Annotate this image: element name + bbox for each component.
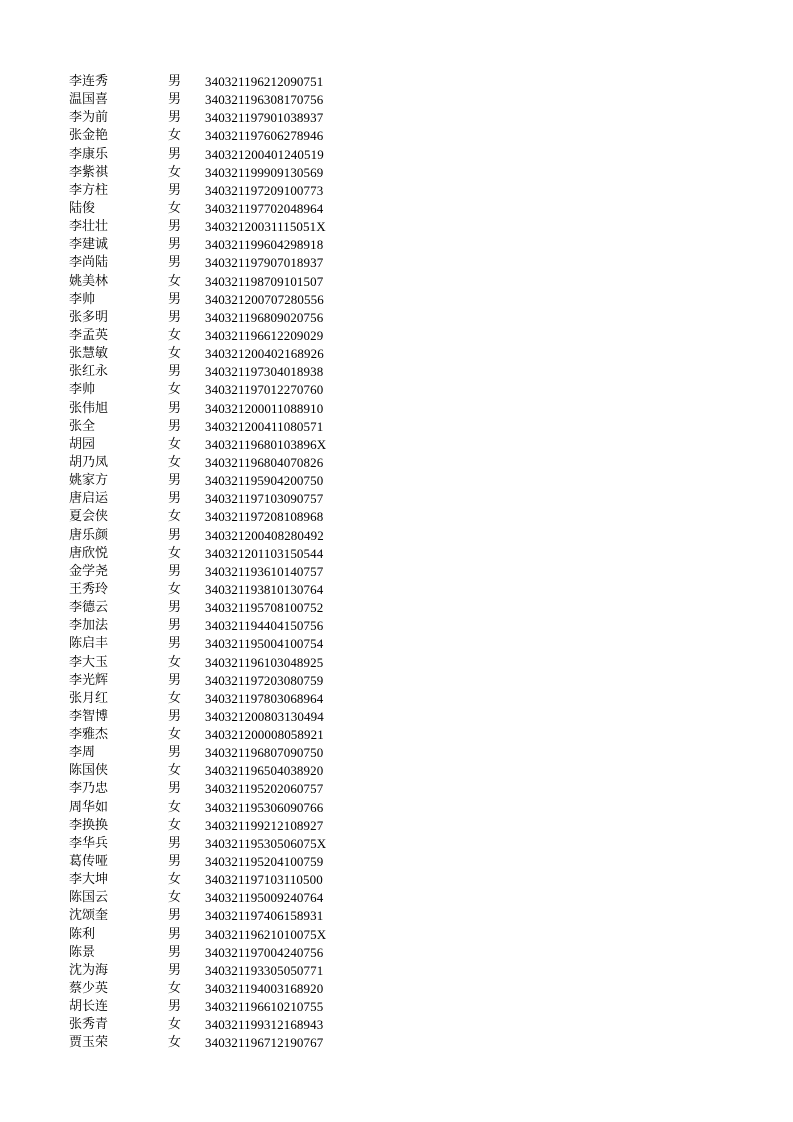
gender-cell: 女 <box>168 436 182 452</box>
id-number-cell: 340321197907018937 <box>205 255 324 271</box>
table-row <box>69 762 369 780</box>
name-cell: 张月红 <box>69 690 109 706</box>
id-number-cell: 340321200401240519 <box>205 146 324 162</box>
id-number-cell: 34032119680103896X <box>205 436 327 452</box>
gender-cell: 女 <box>168 346 182 362</box>
table-row <box>69 291 369 309</box>
id-number-cell: 34032120031115051X <box>205 219 326 235</box>
id-number-cell: 340321196212090751 <box>205 74 324 89</box>
id-number-cell: 340321200408280492 <box>205 527 324 543</box>
id-number-cell: 340321195202060757 <box>205 781 324 797</box>
gender-cell: 男 <box>168 636 182 652</box>
gender-cell: 男 <box>168 291 182 307</box>
table-row <box>69 200 369 218</box>
table-row <box>69 708 369 726</box>
table-row <box>69 889 369 907</box>
name-cell: 张秀青 <box>69 1017 109 1033</box>
gender-cell: 男 <box>168 708 182 724</box>
gender-cell: 男 <box>168 255 182 271</box>
id-number-cell: 340321197304018938 <box>205 364 324 380</box>
name-cell: 张伟旭 <box>69 400 109 416</box>
table-row <box>69 363 369 381</box>
id-number-cell: 340321197209100773 <box>205 182 324 198</box>
id-number-cell: 340321197406158931 <box>205 908 324 924</box>
id-number-cell: 340321199604298918 <box>205 237 324 253</box>
table-row <box>69 472 369 490</box>
gender-cell: 男 <box>168 400 182 416</box>
gender-cell: 女 <box>168 890 182 906</box>
gender-cell: 男 <box>168 745 182 761</box>
gender-cell: 女 <box>168 200 182 216</box>
gender-cell: 女 <box>168 872 182 888</box>
name-cell: 唐乐颜 <box>69 527 109 543</box>
name-cell: 金学尧 <box>69 563 109 579</box>
id-number-cell: 340321201103150544 <box>205 545 324 561</box>
gender-cell: 男 <box>168 146 182 162</box>
name-cell: 张慧敏 <box>69 346 109 362</box>
id-number-cell: 340321195004100754 <box>205 636 324 652</box>
name-cell: 李帅 <box>69 291 96 307</box>
name-cell: 李为前 <box>69 110 109 126</box>
name-cell: 温国喜 <box>69 92 109 108</box>
name-cell: 李德云 <box>69 600 109 616</box>
name-cell: 姚家方 <box>69 473 109 489</box>
name-cell: 沈颂奎 <box>69 908 109 924</box>
gender-cell: 男 <box>168 999 182 1015</box>
id-number-cell: 340321194003168920 <box>205 981 324 997</box>
id-number-cell: 340321200707280556 <box>205 291 324 307</box>
gender-cell: 男 <box>168 491 182 507</box>
table-row <box>69 418 369 436</box>
table-row <box>69 907 369 925</box>
gender-cell: 男 <box>168 600 182 616</box>
id-number-cell: 340321196103048925 <box>205 654 324 670</box>
table-row <box>69 871 369 889</box>
gender-cell: 女 <box>168 327 182 343</box>
id-number-cell: 340321195306090766 <box>205 799 324 815</box>
person-table <box>69 73 369 1053</box>
gender-cell: 男 <box>168 364 182 380</box>
table-row <box>69 962 369 980</box>
name-cell: 葛传哑 <box>69 854 109 870</box>
name-cell: 张金艳 <box>69 128 109 144</box>
table-row <box>69 581 369 599</box>
gender-cell: 男 <box>168 182 182 198</box>
gender-cell: 男 <box>168 944 182 960</box>
id-number-cell: 340321197803068964 <box>205 690 324 706</box>
table-row <box>69 109 369 127</box>
id-number-cell: 34032119621010075X <box>205 926 327 942</box>
id-number-cell: 340321193810130764 <box>205 581 324 597</box>
name-cell: 李方柱 <box>69 182 109 198</box>
gender-cell: 男 <box>168 110 182 126</box>
table-row <box>69 998 369 1016</box>
table-row <box>69 1016 369 1034</box>
table-row <box>69 690 369 708</box>
gender-cell: 女 <box>168 454 182 470</box>
gender-cell: 女 <box>168 763 182 779</box>
id-number-cell: 340321195009240764 <box>205 890 324 906</box>
table-row <box>69 182 369 200</box>
name-cell: 李紫祺 <box>69 164 109 180</box>
name-cell: 李周 <box>69 745 96 761</box>
name-cell: 贾玉荣 <box>69 1035 109 1051</box>
name-cell: 蔡少英 <box>69 981 109 997</box>
table-row <box>69 218 369 236</box>
table-row <box>69 127 369 145</box>
table-row <box>69 73 369 91</box>
id-number-cell: 340321193305050771 <box>205 962 324 978</box>
id-number-cell: 340321196809020756 <box>205 309 324 325</box>
name-cell: 张全 <box>69 418 96 434</box>
name-cell: 李雅杰 <box>69 727 109 743</box>
id-number-cell: 340321195204100759 <box>205 854 324 870</box>
id-number-cell: 340321200008058921 <box>205 727 324 743</box>
gender-cell: 女 <box>168 690 182 706</box>
name-cell: 李华兵 <box>69 835 109 851</box>
name-cell: 李孟英 <box>69 327 109 343</box>
table-row <box>69 944 369 962</box>
id-number-cell: 340321197103110500 <box>205 872 323 888</box>
name-cell: 李大玉 <box>69 654 109 670</box>
id-number-cell: 340321199212108927 <box>205 817 324 833</box>
id-number-cell: 340321197702048964 <box>205 200 324 216</box>
table-row <box>69 617 369 635</box>
table-row <box>69 545 369 563</box>
gender-cell: 男 <box>168 854 182 870</box>
name-cell: 胡园 <box>69 436 96 452</box>
table-row <box>69 563 369 581</box>
id-number-cell: 340321197208108968 <box>205 509 324 525</box>
gender-cell: 女 <box>168 382 182 398</box>
table-row <box>69 400 369 418</box>
gender-cell: 女 <box>168 1035 182 1051</box>
gender-cell: 男 <box>168 527 182 543</box>
name-cell: 李智博 <box>69 708 109 724</box>
table-row <box>69 980 369 998</box>
name-cell: 姚美林 <box>69 273 109 289</box>
gender-cell: 男 <box>168 219 182 235</box>
id-number-cell: 34032119530506075X <box>205 835 327 851</box>
name-cell: 李乃忠 <box>69 781 109 797</box>
table-row <box>69 654 369 672</box>
name-cell: 王秀玲 <box>69 581 109 597</box>
table-row <box>69 527 369 545</box>
gender-cell: 男 <box>168 563 182 579</box>
table-row <box>69 635 369 653</box>
gender-cell: 男 <box>168 237 182 253</box>
table-row <box>69 726 369 744</box>
name-cell: 李壮壮 <box>69 219 109 235</box>
id-number-cell: 340321196712190767 <box>205 1035 324 1051</box>
table-row <box>69 1034 369 1052</box>
gender-cell: 男 <box>168 74 182 89</box>
name-cell: 陈利 <box>69 926 96 942</box>
id-number-cell: 340321194404150756 <box>205 618 324 634</box>
gender-cell: 女 <box>168 273 182 289</box>
table-row <box>69 91 369 109</box>
name-cell: 陆俊 <box>69 200 96 216</box>
name-cell: 陈国侠 <box>69 763 109 779</box>
table-row <box>69 926 369 944</box>
gender-cell: 男 <box>168 962 182 978</box>
id-number-cell: 340321193610140757 <box>205 563 324 579</box>
gender-cell: 男 <box>168 781 182 797</box>
id-number-cell: 340321197103090757 <box>205 491 324 507</box>
name-cell: 李换换 <box>69 817 109 833</box>
table-row <box>69 744 369 762</box>
name-cell: 陈国云 <box>69 890 109 906</box>
gender-cell: 男 <box>168 908 182 924</box>
gender-cell: 女 <box>168 817 182 833</box>
id-number-cell: 340321200803130494 <box>205 708 324 724</box>
name-cell: 陈景 <box>69 944 96 960</box>
gender-cell: 男 <box>168 672 182 688</box>
name-cell: 李连秀 <box>69 74 109 89</box>
gender-cell: 女 <box>168 981 182 997</box>
name-cell: 唐欣悦 <box>69 545 109 561</box>
id-number-cell: 340321197203080759 <box>205 672 324 688</box>
name-cell: 张红永 <box>69 364 109 380</box>
table-row <box>69 436 369 454</box>
id-number-cell: 340321197012270760 <box>205 382 324 398</box>
table-row <box>69 254 369 272</box>
table-row <box>69 381 369 399</box>
gender-cell: 女 <box>168 654 182 670</box>
id-number-cell: 340321199312168943 <box>205 1017 324 1033</box>
table-row <box>69 799 369 817</box>
name-cell: 沈为海 <box>69 962 109 978</box>
id-number-cell: 340321197901038937 <box>205 110 324 126</box>
table-row <box>69 599 369 617</box>
id-number-cell: 340321196308170756 <box>205 92 324 108</box>
gender-cell: 男 <box>168 92 182 108</box>
id-number-cell: 340321199909130569 <box>205 164 324 180</box>
table-row <box>69 236 369 254</box>
gender-cell: 男 <box>168 309 182 325</box>
gender-cell: 女 <box>168 799 182 815</box>
gender-cell: 女 <box>168 581 182 597</box>
name-cell: 李帅 <box>69 382 96 398</box>
id-number-cell: 340321197004240756 <box>205 944 324 960</box>
name-cell: 唐启运 <box>69 491 109 507</box>
table-row <box>69 672 369 690</box>
id-number-cell: 340321196504038920 <box>205 763 324 779</box>
name-cell: 李大坤 <box>69 872 109 888</box>
gender-cell: 女 <box>168 164 182 180</box>
name-cell: 胡长连 <box>69 999 109 1015</box>
id-number-cell: 340321195904200750 <box>205 473 324 489</box>
table-row <box>69 853 369 871</box>
gender-cell: 男 <box>168 418 182 434</box>
table-row <box>69 454 369 472</box>
id-number-cell: 340321197606278946 <box>205 128 324 144</box>
name-cell: 李尚陆 <box>69 255 109 271</box>
id-number-cell: 340321196804070826 <box>205 454 324 470</box>
gender-cell: 男 <box>168 618 182 634</box>
table-row <box>69 508 369 526</box>
name-cell: 周华如 <box>69 799 109 815</box>
id-number-cell: 340321196612209029 <box>205 327 324 343</box>
gender-cell: 男 <box>168 835 182 851</box>
name-cell: 李建诚 <box>69 237 109 253</box>
table-row <box>69 327 369 345</box>
table-row <box>69 146 369 164</box>
gender-cell: 女 <box>168 1017 182 1033</box>
gender-cell: 女 <box>168 545 182 561</box>
id-number-cell: 340321196807090750 <box>205 745 324 761</box>
name-cell: 张多明 <box>69 309 109 325</box>
id-number-cell: 340321200411080571 <box>205 418 324 434</box>
id-number-cell: 340321195708100752 <box>205 600 324 616</box>
table-row <box>69 780 369 798</box>
id-number-cell: 340321196610210755 <box>205 999 324 1015</box>
table-row <box>69 490 369 508</box>
name-cell: 夏会侠 <box>69 509 109 525</box>
name-cell: 李光辉 <box>69 672 109 688</box>
table-row <box>69 273 369 291</box>
id-number-cell: 340321200011088910 <box>205 400 324 416</box>
gender-cell: 女 <box>168 509 182 525</box>
id-number-cell: 340321200402168926 <box>205 346 324 362</box>
table-row <box>69 164 369 182</box>
name-cell: 李康乐 <box>69 146 109 162</box>
table-row <box>69 835 369 853</box>
table-row <box>69 345 369 363</box>
name-cell: 陈启丰 <box>69 636 109 652</box>
name-cell: 李加法 <box>69 618 109 634</box>
name-cell: 胡乃凤 <box>69 454 109 470</box>
gender-cell: 男 <box>168 473 182 489</box>
table-row <box>69 309 369 327</box>
table-row <box>69 817 369 835</box>
gender-cell: 女 <box>168 128 182 144</box>
id-number-cell: 340321198709101507 <box>205 273 324 289</box>
gender-cell: 女 <box>168 727 182 743</box>
gender-cell: 男 <box>168 926 182 942</box>
